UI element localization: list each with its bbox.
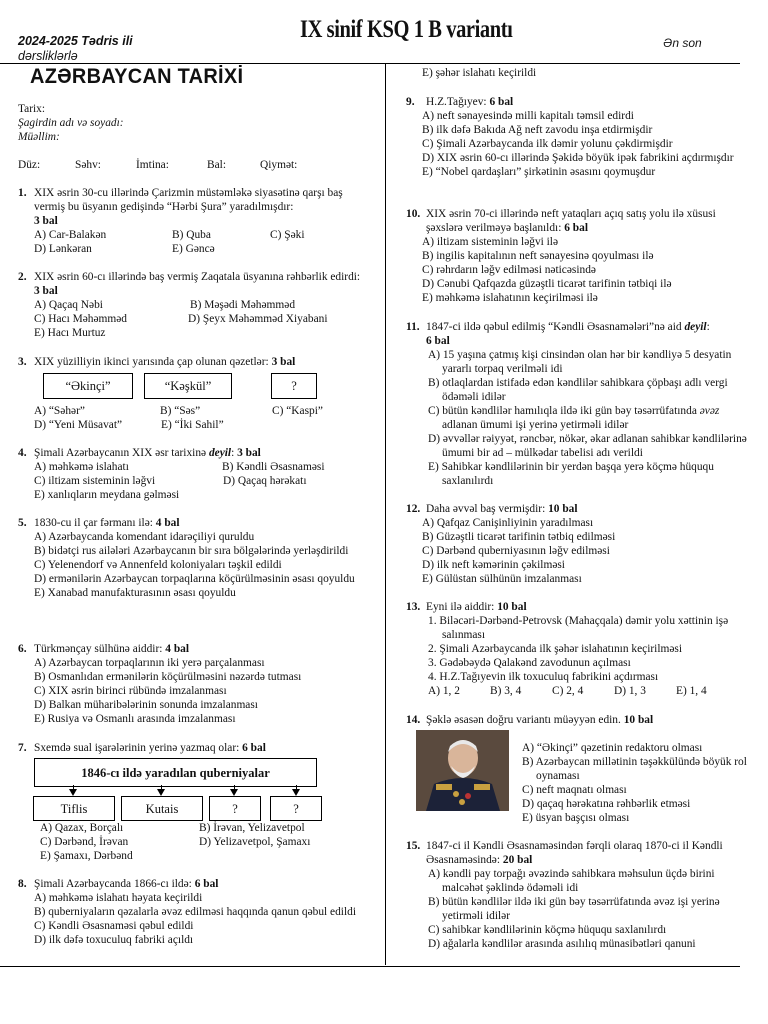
question-7-options bbox=[18, 821, 363, 863]
statement-item: 4. H.Z.Tağıyevin ilk toxuculuq fabrikini açdırması bbox=[428, 671, 659, 683]
author-label: Ən son bbox=[663, 36, 702, 50]
header-left bbox=[18, 34, 188, 64]
question-4: 4. Şimali Azərbaycanın XIX əsr tarixinə deyil: 3 bal A) məhkəmə islahatı B) Kəndli Əsasnaməsi C) iltizam sisteminin ləğvi D) Qaçaq hərəkatı E) xanlıqların meydana gəlməsi bbox=[18, 446, 363, 502]
student-info bbox=[18, 102, 378, 172]
question-number: 8. bbox=[18, 878, 27, 890]
top-divider bbox=[0, 63, 740, 64]
option-b[interactable]: B) Güzəştli ticarət tarifinin tətbiq edilməsi bbox=[422, 531, 616, 543]
option-e[interactable]: E) Gülüstan sülhünün imzalanması bbox=[422, 573, 582, 585]
question-13 bbox=[406, 600, 751, 698]
option-e[interactable]: E) “İki Sahil” bbox=[161, 419, 224, 431]
option-c[interactable]: C) XIX əsrin birinci rübündə imzalanması bbox=[34, 685, 227, 697]
option-d[interactable]: D) Şeyx Məhəmməd Xiyabani bbox=[188, 313, 328, 325]
question-14 bbox=[406, 713, 751, 727]
question-points: 10 bal bbox=[497, 601, 527, 613]
question-points: 10 bal bbox=[623, 714, 654, 726]
option-a[interactable]: A) Azərbaycan torpaqlarının iki yerə parçalanması bbox=[34, 657, 265, 669]
question-points: 3 bal bbox=[34, 215, 58, 227]
question-number: 14. bbox=[406, 714, 421, 726]
subject-title: AZƏRBAYCAN TARİXİ bbox=[30, 65, 244, 88]
scheme-box-kutais: Kutais bbox=[121, 796, 203, 821]
option-a[interactable]: A) 1, 2 bbox=[428, 685, 460, 697]
column-divider bbox=[385, 63, 386, 965]
question-number: 15. bbox=[406, 840, 421, 852]
question-points: 3 bal bbox=[237, 447, 261, 459]
scheme-box-unknown-2: ? bbox=[270, 796, 322, 821]
statement-item: 3. Gədəbəydə Qalakənd zavodunun açılması bbox=[428, 657, 631, 669]
option-c[interactable]: C) “Kaspi” bbox=[272, 405, 323, 417]
question-points: 4 bal bbox=[165, 643, 190, 655]
option-c[interactable]: C) bütün kəndlilər hamılıqla ildə iki gün bəy təsərrüfatında əvəz adlanan ümumi işi yerinə yetirməli idilər bbox=[428, 405, 720, 431]
option-d[interactable]: D) ilk neft kəmərinin çəkilməsi bbox=[422, 559, 565, 571]
date-label: Tarix: bbox=[18, 103, 46, 115]
option-c[interactable]: C) Dərbənd quberniyasının ləğv edilməsi bbox=[422, 545, 610, 557]
question-11: 11. 1847-ci ildə qəbul edilmiş “Kəndli Əsasnamələri”nə aid deyil: 6 bal A) 15 yaşına çatmış kişi cinsindən olan hər bir kəndliyə 5 desyatin yararlı torpaq verilməli idi B) otlaqlardan istifadə edən kəndlilər sahibkara çöpbaşı adlı vergi ödəməli idilər C) bütün kəndlilər hamılıqla ildə iki gün bəy təsərrüfatında əvəz adlanan ümumi işi yerinə yetirməli idilər D) əvvəllər rəiyyət, rəncbər, nökər, əkar adlanan sahibkar kəndlilərinə ümumi bir ad – mülkədar tabelisi adı verildi E) Sahibkar kəndlilərinin bir yerdən başqa yerə köçmə hüququ saxlanılırdı bbox=[406, 320, 751, 488]
option-d[interactable]: D) Balkan müharibələrinin sonunda imzalanması bbox=[34, 699, 258, 711]
option-b[interactable]: B) ingilis kapitalının neft sənayesinə qoyulması ilə bbox=[422, 250, 654, 262]
negation-word: deyil bbox=[208, 447, 232, 459]
option-a[interactable]: A) Car-Balakən bbox=[34, 229, 107, 241]
bottom-divider bbox=[0, 966, 740, 967]
option-d[interactable]: D) XIX əsrin 60-cı illərində Şəkidə böyük ipək fabrikini açdırmışdır bbox=[422, 152, 734, 164]
option-a[interactable]: A) Qaçaq Nəbi bbox=[34, 299, 103, 311]
option-b[interactable]: B) Quba bbox=[172, 229, 211, 241]
option-c[interactable]: C) Şimali Azərbaycanda ilk dəmir yolunu çəkdirmişdir bbox=[422, 138, 673, 150]
negation-word: deyil bbox=[684, 321, 707, 333]
question-number: 9. bbox=[406, 96, 415, 108]
question-number: 11. bbox=[406, 321, 420, 333]
question-number: 6. bbox=[18, 643, 27, 655]
option-a[interactable]: A) neft sənayesində milli kapitalı təmsil edirdi bbox=[422, 110, 634, 122]
scheme-title-box: 1846-cı ildə yaradılan quberniyalar bbox=[34, 758, 317, 787]
question-points: 3 bal bbox=[34, 285, 58, 297]
option-a[interactable]: A) məhkəmə islahatı həyata keçirildi bbox=[34, 892, 203, 904]
question-text: Daha əvvəl baş vermişdir: bbox=[426, 503, 546, 515]
option-d[interactable]: D) “Yeni Müsavat” bbox=[34, 419, 123, 431]
question-12 bbox=[406, 502, 751, 586]
question-text: XIX əsrin 70-ci illərində neft yataqları açıq satış yolu ilə xüsusi şəxslərə verilməyə başlanıldı: bbox=[426, 208, 716, 234]
portrait-image bbox=[416, 730, 509, 811]
question-points: 6 bal bbox=[242, 742, 266, 754]
question-text: Türkmənçay sülhünə aiddir: bbox=[34, 643, 163, 655]
question-text: 1847-ci ildə qəbul edilmiş “Kəndli Əsasnamələri”nə aid bbox=[426, 321, 682, 333]
option-d[interactable]: D) 1, 3 bbox=[614, 685, 646, 697]
scheme-arrow bbox=[292, 789, 300, 796]
option-b[interactable]: B) İrəvan, Yelizavetpol bbox=[199, 822, 305, 834]
question-text: Şəklə əsasən doğru variantı müəyyən edin. bbox=[426, 714, 621, 726]
question-text: Şimali Azərbaycanın XIX əsr tarixinə bbox=[34, 447, 207, 459]
option-b[interactable]: B) Azərbaycan millətinin təşəkkülündə böyük rol oynaması bbox=[522, 756, 747, 782]
option-d[interactable]: D) Qaçaq hərəkatı bbox=[223, 475, 307, 487]
portrait-illustration bbox=[416, 730, 509, 811]
option-c[interactable]: C) 2, 4 bbox=[552, 685, 584, 697]
question-text: XIX əsrin 60-cı illərində baş vermiş Zaqatala üsyanına rəhbərlik edirdi: bbox=[34, 271, 361, 283]
option-a[interactable]: A) 15 yaşına çatmış kişi cinsindən olan hər bir kəndliyə 5 desyatin yararlı torpaq verilməli idi bbox=[428, 349, 732, 375]
option-e[interactable]: E) şəhər islahatı keçirildi bbox=[422, 67, 537, 79]
question-2 bbox=[18, 270, 363, 340]
option-a[interactable]: A) Azərbaycanda komendant idarəçiliyi quruldu bbox=[34, 531, 255, 543]
score-label: Bal: bbox=[207, 159, 226, 171]
question-8 bbox=[18, 877, 363, 947]
question-number: 2. bbox=[18, 271, 27, 283]
option-d[interactable]: D) əvvəllər rəiyyət, rəncbər, nökər, əkar adlanan sahibkar kəndlilərinə ümumi bir ad – mülkədar tabelisi adı verildi bbox=[428, 433, 747, 459]
question-15 bbox=[406, 839, 746, 951]
option-e[interactable]: E) Rusiya və Osmanlı arasında imzalanması bbox=[34, 713, 236, 725]
option-c[interactable]: C) Kəndli Əsasnaməsi qəbul edildi bbox=[34, 920, 194, 932]
scheme-arrow bbox=[69, 789, 77, 796]
option-d[interactable]: D) Cənubi Qafqazda güzəştli ticarət tarifinin tətbiqi ilə bbox=[422, 278, 672, 290]
question-points: 20 bal bbox=[502, 854, 533, 866]
question-points: 3 bal bbox=[271, 356, 296, 368]
option-e[interactable]: E) Hacı Murtuz bbox=[34, 327, 106, 339]
option-e[interactable]: E) məhkəmə islahatının keçirilməsi ilə bbox=[422, 292, 598, 304]
question-text: Şimali Azərbaycanda 1866-cı ildə: bbox=[34, 878, 192, 890]
question-text: Sxemdə sual işarələrinin yerinə yazmaq olar: bbox=[34, 742, 240, 754]
option-d[interactable]: D) ermənilərin Azərbaycan torpaqlarına köçürülməsinin əsası qoyuldu bbox=[34, 573, 355, 585]
option-b[interactable]: B) Osmanlıdan ermənilərin köçürülməsini nəzərdə tutması bbox=[34, 671, 302, 683]
option-c[interactable]: C) iltizam sisteminin ləğvi bbox=[34, 475, 156, 487]
lessons-note: dərsliklərlə bbox=[18, 49, 78, 63]
question-3 bbox=[18, 355, 363, 369]
option-b[interactable]: B) bütün kəndlilər ildə iki gün bəy təsərrüfatında əvəz işi yerinə yetirməli idilər bbox=[428, 896, 720, 922]
wrong-label: Səhv: bbox=[75, 159, 101, 171]
question-points: 6 bal bbox=[564, 222, 588, 234]
scheme-box-tiflis: Tiflis bbox=[33, 796, 115, 821]
question-9 bbox=[406, 95, 751, 179]
option-b[interactable]: B) “Səs” bbox=[160, 405, 201, 417]
question-number: 7. bbox=[18, 742, 27, 754]
question-text: XIX əsrin 30-cu illərində Çarizmin müstəmləkə siyasətinə qarşı baş vermiş bu üsyanın gedişində “Hərbi Şura” yaradılmışdır: bbox=[34, 187, 343, 213]
option-a[interactable]: A) iltizam sisteminin ləğvi ilə bbox=[422, 236, 559, 248]
option-b[interactable]: B) bidətçi rus ailələri Azərbaycanın bir sıra bölgələrində yerləşdirildi bbox=[34, 545, 349, 557]
question-number: 13. bbox=[406, 601, 421, 613]
question-8-continued bbox=[406, 66, 751, 80]
option-c[interactable]: C) rəhrdarın ləğv edilməsi nəticəsində bbox=[422, 264, 596, 276]
option-e[interactable]: E) “Nobel qardaşları” şirkətinin əsasını qoymuşdur bbox=[422, 166, 656, 178]
question-number: 10. bbox=[406, 208, 421, 220]
option-e[interactable]: E) Sahibkar kəndlilərinin bir yerdən başqa yerə köçmə hüququ saxlanılırdı bbox=[428, 461, 714, 487]
scheme-arrow bbox=[230, 789, 238, 796]
option-a[interactable]: A) Qazax, Borçalı bbox=[40, 822, 124, 834]
option-c[interactable]: C) neft maqnatı olması bbox=[522, 784, 627, 796]
question-number: 4. bbox=[18, 447, 27, 459]
question-number: 12. bbox=[406, 503, 421, 515]
option-a[interactable]: A) kəndli pay torpağı əvəzində sahibkara məhsulun üçdə birini malcəhət şəklində ödəməli idi bbox=[428, 868, 715, 894]
teacher-label: Müəllim: bbox=[18, 131, 60, 143]
question-6 bbox=[18, 642, 363, 726]
newspaper-box-2: “Kəşkül” bbox=[144, 373, 232, 399]
option-e[interactable]: E) Gəncə bbox=[172, 243, 215, 255]
option-c[interactable]: C) Hacı Məhəmməd bbox=[34, 313, 127, 325]
option-a[interactable]: A) “Əkinçi” qəzetinin redaktoru olması bbox=[522, 742, 703, 754]
option-c[interactable]: C) Dərbənd, İrəvan bbox=[40, 836, 129, 848]
question-5 bbox=[18, 516, 363, 600]
question-14-options bbox=[522, 741, 752, 825]
student-name-label: Şagirdin adı və soyadı: bbox=[18, 117, 124, 129]
option-b[interactable]: B) 3, 4 bbox=[490, 685, 522, 697]
question-3-options bbox=[18, 404, 363, 432]
option-d[interactable]: D) Lənkəran bbox=[34, 243, 92, 255]
skip-label: İmtina: bbox=[136, 159, 169, 171]
option-b[interactable]: B) ilk dəfə Bakıda Ağ neft zavodu inşa etdirmişdir bbox=[422, 124, 653, 136]
question-text: Eyni ilə aiddir: bbox=[426, 601, 495, 613]
option-b[interactable]: B) Kəndli Əsasnaməsi bbox=[222, 461, 325, 473]
question-1 bbox=[18, 186, 363, 256]
question-text: XIX yüzilliyin ikinci yarısında çap olunan qəzetlər: bbox=[34, 356, 269, 368]
option-e[interactable]: E) 1, 4 bbox=[676, 685, 707, 697]
question-number: 3. bbox=[18, 356, 27, 368]
question-points: 4 bal bbox=[155, 517, 180, 529]
option-e[interactable]: E) xanlıqların meydana gəlməsi bbox=[34, 489, 180, 501]
question-text: H.Z.Tağıyev: bbox=[426, 96, 487, 108]
question-7 bbox=[18, 741, 363, 755]
option-d[interactable]: D) qaçaq hərəkatına rəhbərlik etməsi bbox=[522, 798, 691, 810]
option-c[interactable]: C) Şəki bbox=[270, 229, 305, 241]
page-title: IX sinif KSQ 1 B variantı bbox=[300, 16, 513, 43]
grade-label: Qiymət: bbox=[260, 159, 298, 171]
correct-label: Düz: bbox=[18, 159, 41, 171]
option-d[interactable]: D) ağalarla kəndlilər arasında asılılıq münasibətləri qanuni bbox=[428, 938, 696, 950]
option-d[interactable]: D) ilk dəfə toxuculuq fabriki açıldı bbox=[34, 934, 194, 946]
question-points: 6 bal bbox=[194, 878, 219, 890]
option-b[interactable]: B) quberniyaların qəzalarla əvəz edilməsi haqqında qanun qəbul edildi bbox=[34, 906, 356, 918]
question-number: 1. bbox=[18, 187, 27, 199]
option-c[interactable]: C) Yelenendorf və Annenfeld koloniyaları təşkil edildi bbox=[34, 559, 282, 571]
option-a[interactable]: A) Qafqaz Canişinliyinin yaradılması bbox=[422, 517, 594, 529]
question-points: 10 bal bbox=[548, 503, 578, 515]
question-10 bbox=[406, 207, 751, 305]
question-points: 6 bal bbox=[426, 335, 450, 347]
question-text: 1847-ci il Kəndli Əsasnaməsindən fərqli olaraq 1870-ci il Kəndli Əsasnaməsində: bbox=[426, 840, 723, 866]
scheme-arrow bbox=[157, 789, 165, 796]
statement-item: 2. Şimali Azərbaycanda ilk şəhər islahatının keçirilməsi bbox=[428, 643, 682, 655]
question-points: 6 bal bbox=[489, 96, 514, 108]
question-number: 5. bbox=[18, 517, 27, 529]
option-e[interactable]: E) Şamaxı, Dərbənd bbox=[40, 850, 133, 862]
option-a[interactable]: A) “Səhər” bbox=[34, 405, 85, 417]
option-a[interactable]: A) məhkəmə islahatı bbox=[34, 461, 129, 473]
option-b[interactable]: B) Məşədi Məhəmməd bbox=[190, 299, 296, 311]
statement-item: 1. Biləcəri-Dərbənd-Petrovsk (Mahaçqala) dəmir yolu xəttinin işə salınması bbox=[428, 615, 729, 641]
option-e[interactable]: E) Xanabad manufakturasının əsası qoyuldu bbox=[34, 587, 236, 599]
newspaper-box-unknown: ? bbox=[271, 373, 317, 399]
option-d[interactable]: D) Yelizavetpol, Şamaxı bbox=[199, 836, 311, 848]
option-c[interactable]: C) sahibkar kəndlilərinin köçmə hüququ saxlanılırdı bbox=[428, 924, 667, 936]
newspaper-box-1: “Əkinçi” bbox=[43, 373, 133, 399]
scheme-box-unknown-1: ? bbox=[209, 796, 261, 821]
option-b[interactable]: B) otlaqlardan istifadə edən kəndlilər sahibkara çöpbaşı adlı vergi ödəməli idilər bbox=[428, 377, 728, 403]
school-year: 2024-2025 Tədris ili bbox=[18, 34, 133, 48]
question-text: 1830-cu il çar fərmanı ilə: bbox=[34, 517, 153, 529]
option-e[interactable]: E) üsyan başçısı olması bbox=[522, 812, 630, 824]
